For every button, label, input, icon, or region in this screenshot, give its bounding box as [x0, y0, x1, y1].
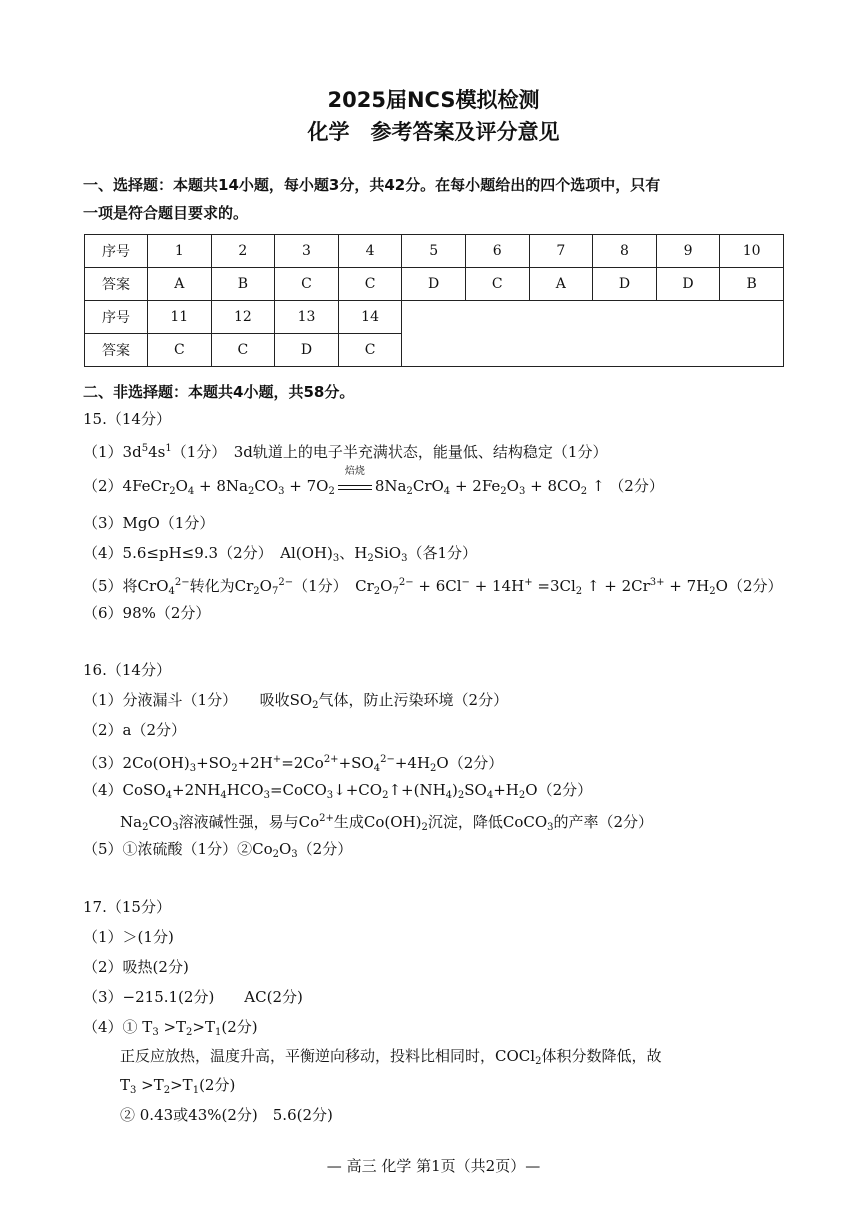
- text: （5）①浓硫酸（1分）②Co: [83, 840, 273, 858]
- label-cell: 序号: [85, 301, 148, 334]
- answer-table: [84, 234, 784, 367]
- table-row: [85, 268, 784, 301]
- score: （2分）: [609, 477, 664, 495]
- text: （各1分）: [407, 544, 477, 562]
- table-cell: 2: [211, 235, 275, 268]
- table-cell: D: [593, 268, 657, 301]
- q16-answer-3: $(3)2Co(OH)_3+SO_2+2H^+=2Co^{2+}+SO_4^{2-}+4H_2O(2$分）: [83, 754, 504, 774]
- section1-heading-line1: 一、选择题：本题共14小题，每小题3分，共42分。在每小题给出的四个选项中，只有: [83, 176, 661, 194]
- text: （4）5.6≤pH≤9.3（2分） Al(OH): [83, 544, 333, 562]
- table-cell: 14: [338, 301, 402, 334]
- page-subtitle: 化学 参考答案及评分意见: [307, 120, 560, 144]
- q17-answer-4-2: ② 0.43或43%(2分) 5.6(2分): [120, 1106, 333, 1124]
- q15-title: 15.（14分）: [83, 410, 171, 428]
- table-cell: B: [720, 268, 784, 301]
- table-cell: C: [338, 268, 402, 301]
- q16-answer-1: （1）分液漏斗（1分） 吸收$SO_2$气体，防止污染环境（2分）: [83, 691, 509, 711]
- q16-answer-4-cont: $Na_2CO_3$溶液碱性强，易与$Co^{2+}$生成$Co(OH)_2$沉淀，降低CoCO$_3$的产率（2分）: [120, 813, 654, 833]
- q15-answer-5: （5）将CrO$_4^{2-}$转化为$Cr_2O_7^{2-}(1$分） $Cr_2O_7^{2-} + 6Cl^- + 14H^+ =3Cl_2$ ↑ + $2Cr^{3+} + 7H_2O(2$分）: [83, 577, 783, 597]
- section2-heading: 二、非选择题：本题共4小题，共58分。: [83, 383, 355, 401]
- label-cell: 序号: [85, 235, 148, 268]
- q16-answer-5: （5）①浓硫酸（1分）$②Co_2O_3(2$分）: [83, 840, 353, 860]
- table-cell: C: [338, 334, 402, 367]
- text: O: [278, 840, 292, 858]
- q17-answer-1: （1）＞(1分): [83, 928, 174, 946]
- condition-label: 焙烧: [344, 466, 365, 477]
- table-cell: 1: [148, 235, 212, 268]
- q17-answer-4-explain: 正反应放热，温度升高，平衡逆向移动，投料比相同时，COCl$_2$体积分数降低，故: [120, 1047, 662, 1067]
- sup: 1: [165, 443, 172, 454]
- table-row: [85, 301, 784, 334]
- q16-answer-2: （2）a（2分）: [83, 721, 187, 739]
- table-cell: 9: [656, 235, 720, 268]
- table-cell: D: [275, 334, 339, 367]
- table-cell: 11: [148, 301, 212, 334]
- table-cell: 13: [275, 301, 339, 334]
- table-cell: 7: [529, 235, 593, 268]
- table-cell: 4: [338, 235, 402, 268]
- section1-heading-line2: 一项是符合题目要求的。: [83, 204, 249, 222]
- section1-heading: [83, 171, 788, 227]
- table-cell: 3: [275, 235, 339, 268]
- table-cell: B: [211, 268, 275, 301]
- text: （1分） 3d轨道上的电子半充满状态，能量低、结构稳定（1分）: [171, 443, 608, 461]
- table-cell: C: [465, 268, 529, 301]
- table-row: [85, 235, 784, 268]
- label-cell: 答案: [85, 268, 148, 301]
- q17-answer-4-cont: $T_3 >T_2>T_1(2$分): [120, 1076, 236, 1096]
- q17-answer-2: （2）吸热(2分): [83, 958, 189, 976]
- table-cell: 6: [465, 235, 529, 268]
- q15-answer-3: （3）MgO（1分）: [83, 514, 215, 532]
- text: SiO: [373, 544, 402, 562]
- table-cell: D: [402, 268, 466, 301]
- empty-cell: [402, 301, 784, 367]
- table-cell: A: [529, 268, 593, 301]
- q17-title: 17.（15分）: [83, 898, 171, 916]
- text: 、H: [339, 544, 368, 562]
- q17-answer-3: （3）−215.1(2分) AC(2分): [83, 988, 303, 1006]
- table-cell: A: [148, 268, 212, 301]
- table-cell: 10: [720, 235, 784, 268]
- text: （2分）: [297, 840, 353, 858]
- table-cell: C: [275, 268, 339, 301]
- q16-answer-4: $(4)CoSO_4+2NH_4HCO_3=CoCO_3↓+CO_2↑+(NH_4)_2SO_4+H_2O(2$分）: [83, 781, 593, 801]
- q15-answer-1: [83, 438, 607, 463]
- table-cell: D: [656, 268, 720, 301]
- table-cell: C: [148, 334, 212, 367]
- text: （1）3d: [83, 443, 142, 461]
- q15-answer-6: （6）98%（2分）: [83, 604, 211, 622]
- sup: 5: [141, 443, 149, 454]
- text: 4s: [148, 443, 166, 461]
- table-cell: 5: [402, 235, 466, 268]
- q16-title: 16.（14分）: [83, 661, 171, 679]
- q15-answer-2: $(2)4FeCr_2O_4 + 8Na_2CO_3 + 7O_2$ 焙烧 $8Na_2CrO_4 + 2Fe_2O_3 + 8CO_2$ ↑ （2分）: [83, 475, 664, 503]
- table-cell: C: [211, 334, 275, 367]
- table-cell: 8: [593, 235, 657, 268]
- q17-answer-4: （4）① $T_3 >T_2>T_1(2$分): [83, 1018, 258, 1038]
- page-footer: — 高三 化学 第1页（共2页）—: [326, 1157, 541, 1175]
- label-cell: 答案: [85, 334, 148, 367]
- table-cell: 12: [211, 301, 275, 334]
- page-title: 2025届NCS模拟检测: [327, 88, 540, 112]
- condition: [338, 466, 372, 497]
- q15-answer-4: （4）5.6≤pH≤9.3（2分） $Al(OH)_3$、$H_2SiO_3$（各1分）: [83, 544, 477, 564]
